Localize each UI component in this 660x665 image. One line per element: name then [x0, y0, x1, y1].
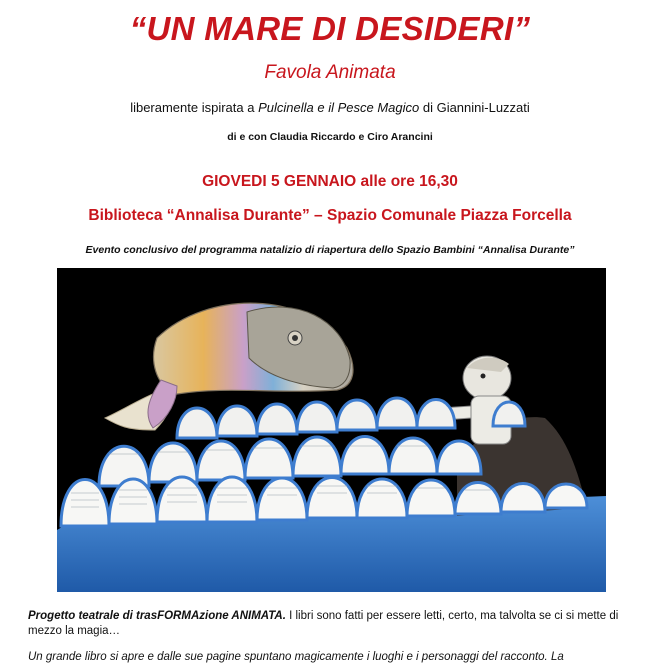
poster-subtitle: Favola Animata — [264, 62, 396, 83]
popup-book-illustration — [57, 268, 606, 592]
inspiration-suffix: di Giannini-Luzzati — [419, 100, 530, 115]
project-paragraph — [28, 609, 632, 639]
inspiration-line — [0, 100, 660, 115]
inspiration-work: Pulcinella e il Pesce Magico — [258, 100, 420, 115]
project-text: I libri sono fatti per essere letti, certo, ma talvolta se ci si mette di mezzo la magia… — [28, 610, 619, 637]
inspiration-prefix: liberamente ispirata a — [130, 100, 259, 115]
poster-title: “UN MARE DI DESIDERI” — [129, 10, 531, 47]
event-venue: Biblioteca “Annalisa Durante” – Spazio Comunale Piazza Forcella — [88, 207, 572, 224]
popup-book-photo — [57, 268, 606, 592]
event-description: Evento conclusivo del programma natalizio di riapertura dello Spazio Bambini “Annalisa Durante” — [85, 244, 575, 256]
story-paragraph: Un grande libro si apre e dalle sue pagine spuntano magicamente i luoghi e i personaggi del racconto. La — [28, 651, 564, 663]
event-date: GIOVEDI 5 GENNAIO alle ore 16,30 — [202, 173, 458, 190]
credits-line: di e con Claudia Riccardo e Ciro Arancini — [227, 131, 433, 143]
project-lead: Progetto teatrale di trasFORMAzione ANIMATA. — [28, 610, 286, 622]
